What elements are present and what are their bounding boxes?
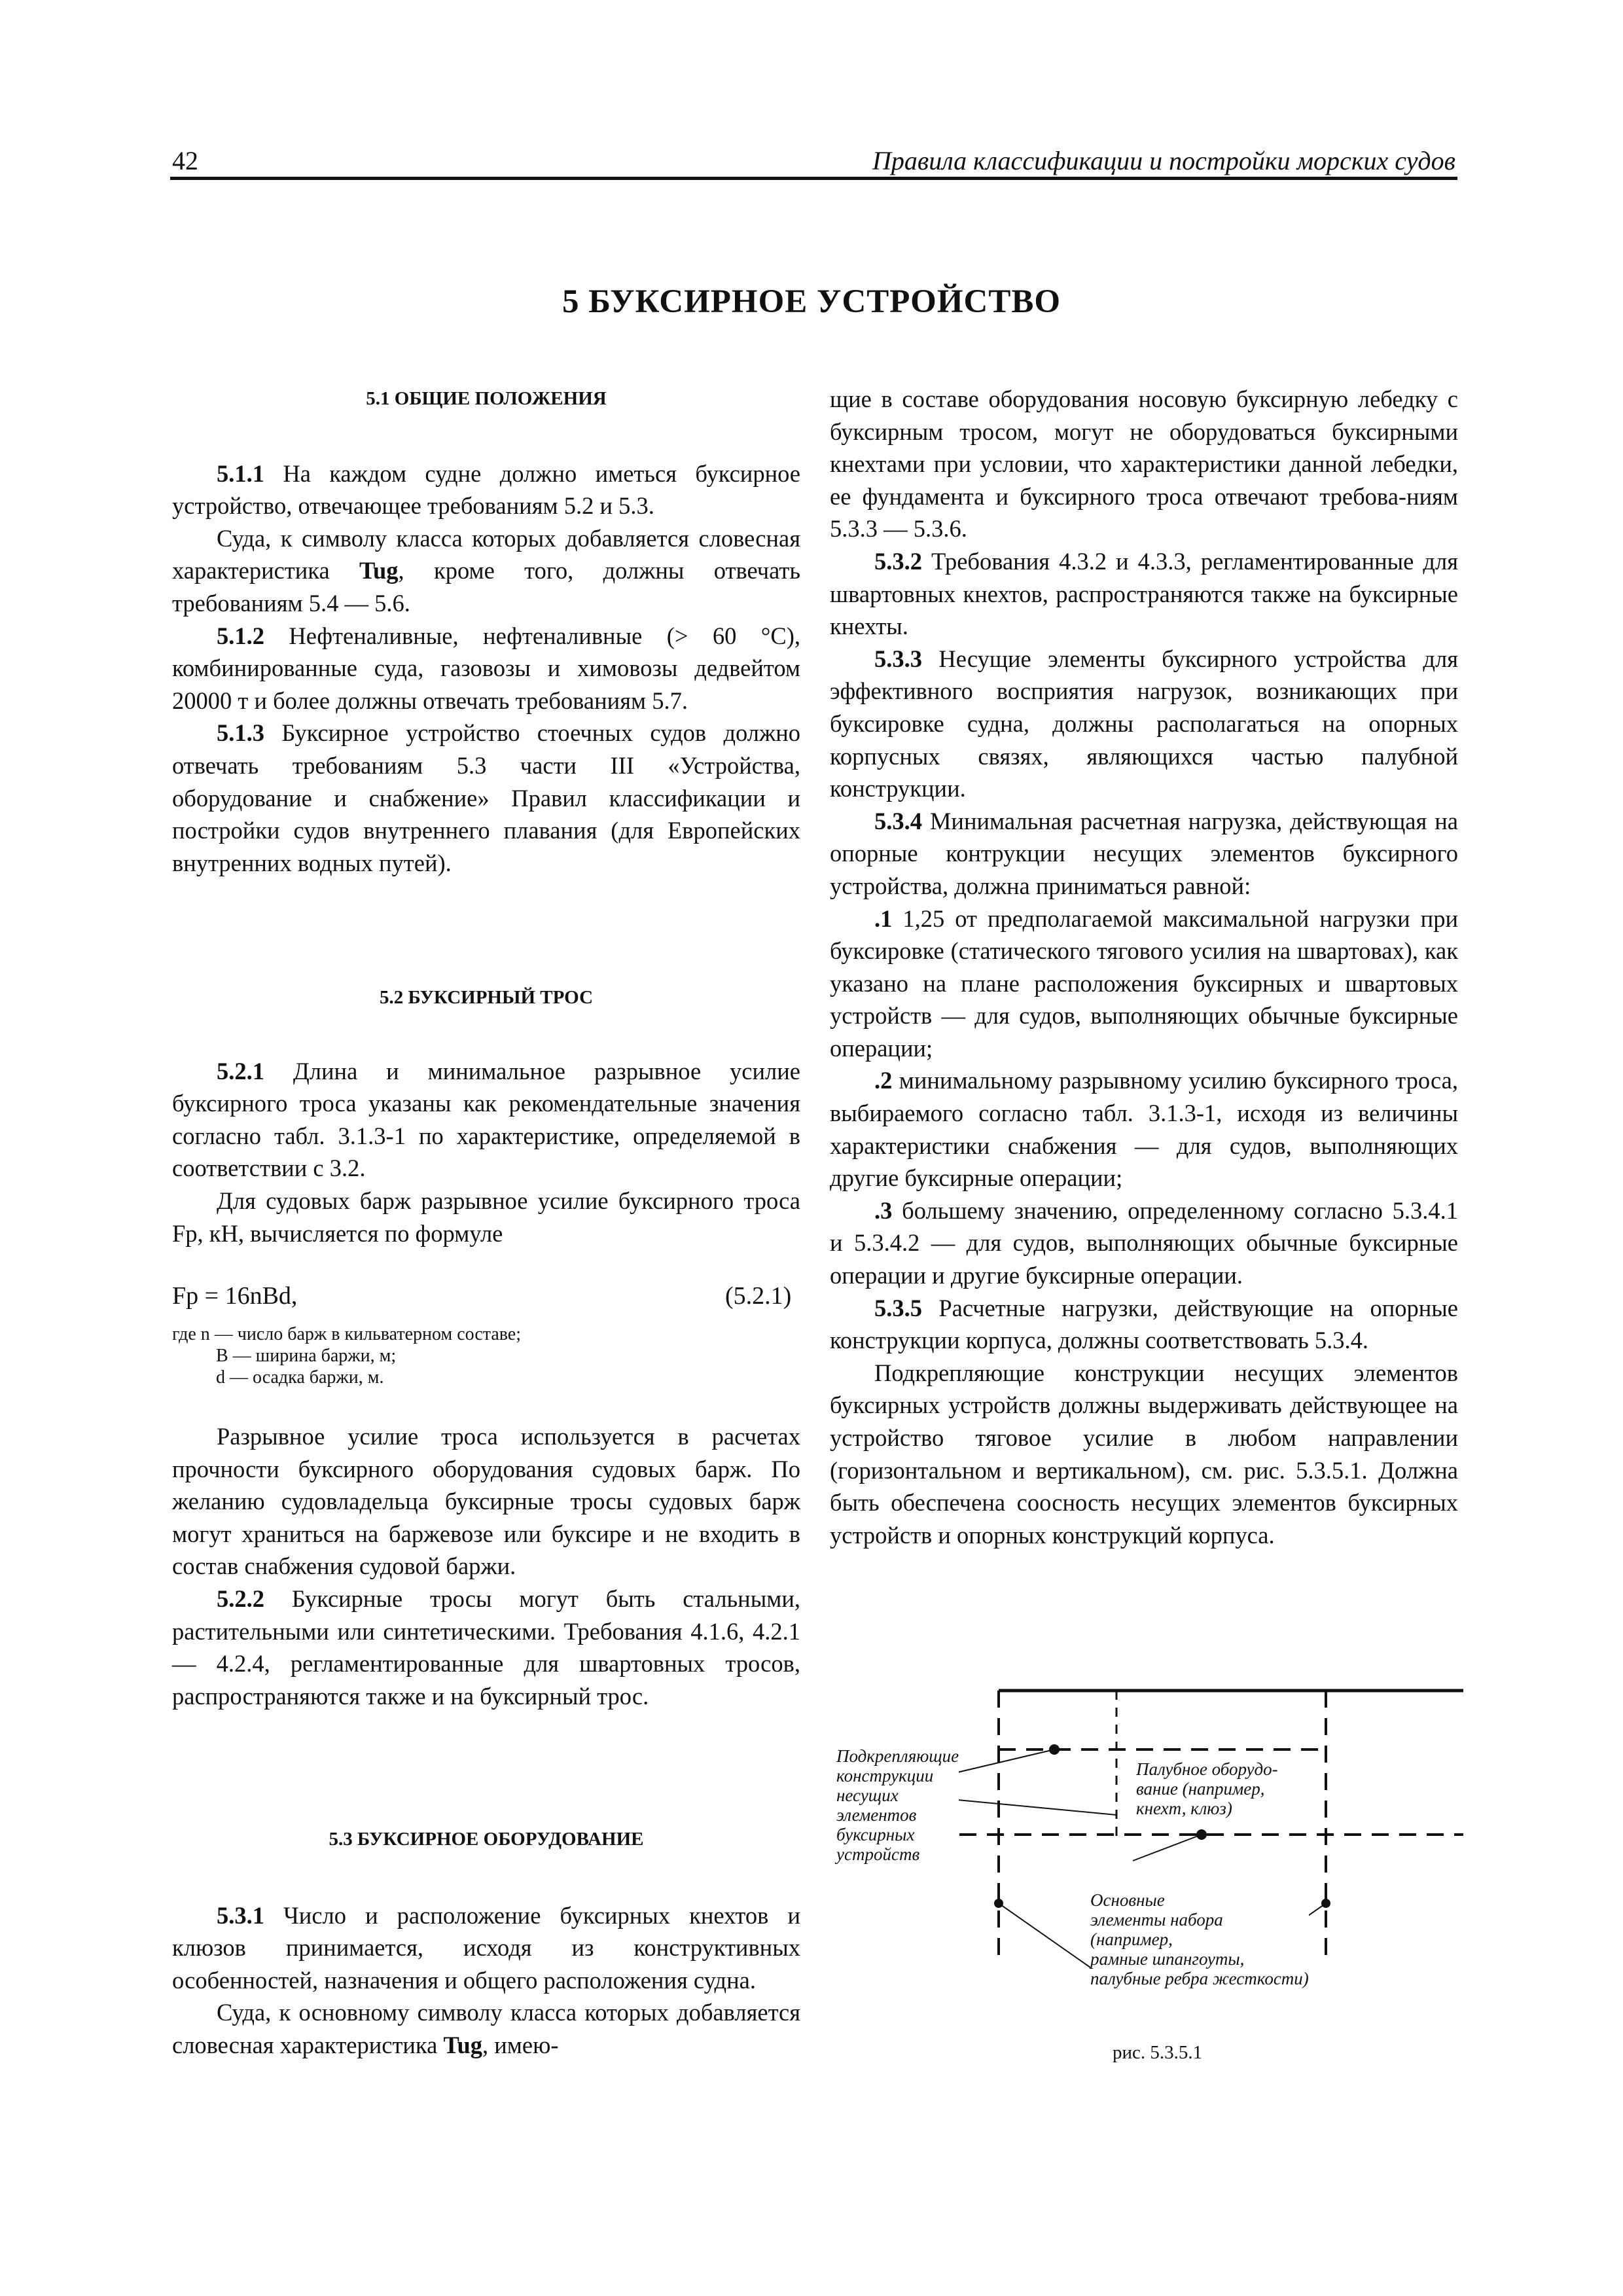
- left-column-5-3: [172, 1823, 800, 2062]
- left-column-top: [172, 383, 800, 879]
- figure-diagram: [835, 1684, 1463, 2090]
- item-3: .3 большему значению, определенному согласно 5.3.4.1 и 5.3.4.2 — для судов, выполняющих обычные буксирные операции и другие буксирные операции.: [830, 1196, 1458, 1289]
- para-5-3-5: 5.3.5 Расчетные нагрузки, действующие на опорные конструкции корпуса, должны соответствовать 5.3.4.: [830, 1294, 1458, 1354]
- figure-caption: рис. 5.3.5.1: [1113, 2042, 1203, 2063]
- item-2: .2 минимальному разрывному усилию буксирного троса, выбираемого согласно табл. 3.1.3-1, исходя из величины характеристики снабжения — для судов, выполняющих другие буксирные операции;: [830, 1067, 1458, 1192]
- para-5-1-1: 5.1.1 На каждом судне должно иметься буксирное устройство, отвечающее требованиям 5.2 и 5.3.: [172, 459, 800, 520]
- page-number: 42: [172, 146, 198, 175]
- section-5-1-title: 5.1 ОБЩИЕ ПОЛОЖЕНИЯ: [366, 388, 607, 409]
- label-deck-equipment: Палубное оборудо- вание (например, кнехт, клюз): [1136, 1759, 1278, 1818]
- left-column-5-2-cont: [172, 1420, 800, 1712]
- formula-number: (5.2.1): [725, 1282, 792, 1310]
- figure-5-3-5-1: [835, 1684, 1463, 2090]
- para-5-3-4: 5.3.4 Минимальная расчетная нагрузка, действующая на опорные контрукции несущих элементов буксирного устройства, должна приниматься равной:: [830, 807, 1458, 899]
- label-supporting-structures: Подкрепляющие конструкции несущих элементов буксирных устройств: [836, 1746, 959, 1864]
- item-1: .1 1,25 от предполагаемой максимальной нагрузки при буксировке (статического тягового усилия на швартовах), как указано на плане расположения буксирных и швартовых устройств — для судов, выполняющих обычные буксирные операции;: [830, 905, 1458, 1062]
- formula-where-1: где n — число барж в кильватерном составе;: [172, 1324, 522, 1344]
- para-5-3-1-cont: щие в составе оборудования носовую буксирную лебедку с буксирным тросом, могут не оборудоваться буксирными кнехтами при условии, что характеристики данной лебедки, ее фундамента и буксирного троса отвечают требова-ниям 5.3.3 — 5.3.6.: [830, 386, 1458, 543]
- para-5-3-1-b: Суда, к основному символу класса которых добавляется словесная характеристика Tug, имею-: [172, 1999, 800, 2058]
- formula-where-2: B — ширина баржи, м;: [216, 1346, 397, 1366]
- leader-3a: [999, 1903, 1097, 1972]
- section-5-3-title: 5.3 БУКСИРНОЕ ОБОРУДОВАНИЕ: [329, 1829, 644, 1850]
- para-5-2-1-c: Разрывное усилие троса используется в расчетах прочности буксирного оборудования судовых барж. По желанию судовладельца буксирные тросы судовых барж могут храниться на баржевозе или буксире и не входить в состав снабжения судовой баржи.: [172, 1423, 800, 1580]
- node-frame-right: [1321, 1899, 1330, 1908]
- label-main-framing: Основные элементы набора (например, рамные шпангоуты, палубные ребра жесткости): [1090, 1890, 1309, 1988]
- chapter-title: 5 БУКСИРНОЕ УСТРОЙСТВО: [562, 283, 1061, 320]
- para-5-3-1: 5.3.1 Число и расположение буксирных кнехтов и клюзов принимается, исходя из конструктивных особенностей, назначения и общего расположения судна.: [172, 1901, 800, 1994]
- para-5-1-1-b: Суда, к символу класса которых добавляется словесная характеристика Tug, кроме того, должны отвечать требованиям 5.4 — 5.6.: [172, 524, 800, 617]
- node-frame-left: [994, 1899, 1003, 1908]
- para-5-1-2: 5.1.2 Нефтеналивные, нефтеналивные (> 60 °С), комбинированные суда, газовозы и химовозы дедвейтом 20000 т и более должны отвечать требованиям 5.7.: [172, 622, 800, 714]
- node-deck-equip: [1049, 1744, 1060, 1755]
- formula-where-3: d — осадка баржи, м.: [216, 1367, 384, 1388]
- para-5-3-2: 5.3.2 Требования 4.3.2 и 4.3.3, регламентированные для швартовных кнехтов, распространяются также на буксирные кнехты.: [830, 547, 1458, 640]
- leader-2: [1133, 1835, 1202, 1861]
- running-title: Правила классификации и постройки морских судов: [872, 146, 1455, 175]
- para-5-1-3: 5.1.3 Буксирное устройство стоечных судов должно отвечать требованиям 5.3 части III «Устройства, оборудование и снабжение» Правил классификации и постройки судов внутреннего плавания (для Европейских внутренних водных путей).: [172, 719, 800, 876]
- node-support: [1196, 1829, 1207, 1840]
- section-5-2-title: 5.2 БУКСИРНЫЙ ТРОС: [379, 987, 594, 1008]
- para-5-2-1: 5.2.1 Длина и минимальное разрывное усилие буксирного троса указаны как рекомендательные значения согласно табл. 3.1.3-1 по характеристике, определяемой в соответствии с 3.2.: [172, 1057, 800, 1182]
- left-column-5-2: [172, 982, 800, 1249]
- para-5-2-1-b: Для судовых барж разрывное усилие буксирного троса Fp, кН, вычисляется по формуле: [172, 1187, 800, 1247]
- para-5-2-2: 5.2.2 Буксирные тросы могут быть стальными, растительными или синтетическими. Требования 4.1.6, 4.2.1 — 4.2.4, регламентированные для швартовных тросов, распространяются также и на буксирный трос.: [172, 1585, 800, 1710]
- right-column: [830, 383, 1458, 1551]
- para-5-3-3: 5.3.3 Несущие элементы буксирного устройства для эффективного восприятия нагрузок, возникающих при буксировке судна, должны располагаться на опорных корпусных связях, являющихся частью палубной конструкции.: [830, 645, 1458, 802]
- para-5-3-5-b: Подкрепляющие конструкции несущих элементов буксирных устройств должны выдерживать действующее на устройство тяговое усилие в любом направлении (горизонтальном и вертикальном), см. рис. 5.3.5.1. Должна быть обеспечена соосность несущих элементов буксирных устройств и опорных конструкций корпуса.: [830, 1359, 1458, 1549]
- formula: Fp = 16nBd,: [172, 1282, 298, 1310]
- header-rule: [170, 177, 1457, 180]
